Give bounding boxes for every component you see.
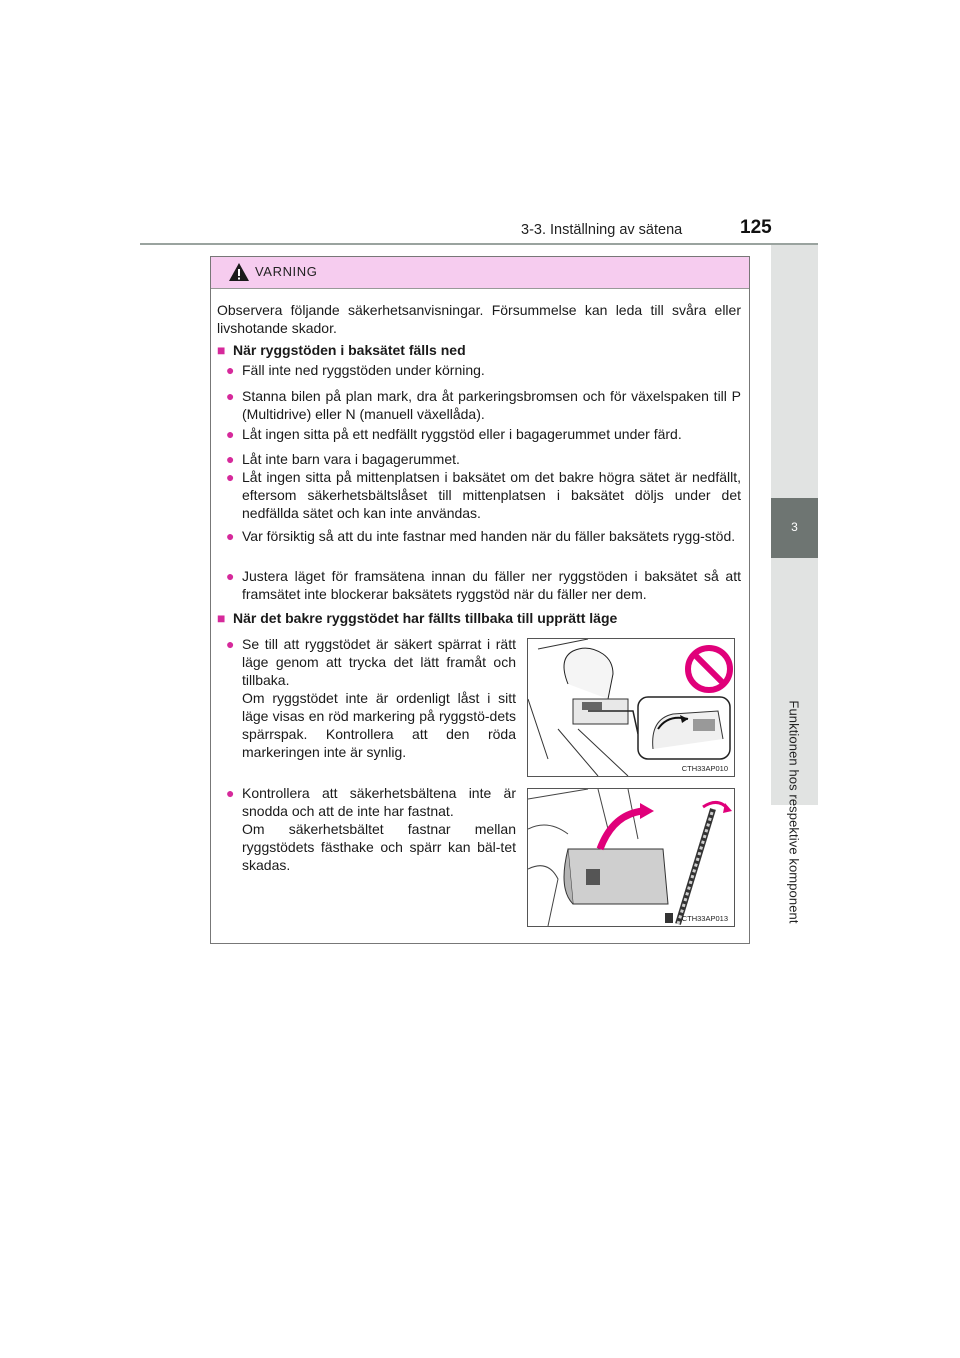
- square-bullet-icon: ■: [217, 610, 226, 626]
- warning-intro: Observera följande säkerhetsanvisningar. Försummelse kan leda till svåra eller livshotande skador.: [217, 302, 741, 336]
- seat-lock-drawing: [528, 639, 734, 776]
- bullet-dot-icon: ●: [226, 469, 235, 485]
- running-header: 3-3. Inställning av sätena: [521, 222, 683, 238]
- warning-triangle-icon: [228, 262, 250, 282]
- illustration-seat-lock: [527, 638, 735, 777]
- figure-caption: CTH33AP010: [681, 764, 728, 773]
- warning-label: VARNING: [255, 264, 318, 279]
- bullet-dot-icon: ●: [226, 451, 235, 467]
- list-item: ● Fäll inte ned ryggstöden under körning.: [226, 362, 485, 378]
- bullet-dot-icon: ●: [226, 362, 235, 378]
- bullet-dot-icon: ●: [226, 426, 235, 442]
- figure-caption: CTH33AP013: [681, 914, 728, 923]
- list-item: ● Stanna bilen på plan mark, dra åt parkeringsbromsen och för växelspaken till P (Multidrive) eller N (manuell växellåda).: [226, 388, 741, 422]
- list-item: ● Var försiktig så att du inte fastnar med handen när du fäller baksätets rygg-stöd.: [226, 528, 736, 544]
- illustration-seat-belt: [527, 788, 735, 927]
- seat-belt-drawing: [528, 789, 734, 926]
- bullet-dot-icon: ●: [226, 388, 235, 404]
- bullet-dot-icon: ●: [226, 528, 235, 544]
- chapter-number: 3: [791, 520, 798, 534]
- section-heading: ■ När det bakre ryggstödet har fällts tillbaka till upprätt läge: [217, 610, 618, 626]
- bullet-dot-icon: ●: [226, 636, 235, 652]
- square-bullet-icon: ■: [217, 342, 226, 358]
- section-heading: ■ När ryggstöden i baksätet fälls ned: [217, 342, 466, 358]
- list-item: ● Låt inte barn vara i bagagerummet.: [226, 451, 460, 467]
- list-item: ● Se till att ryggstödet är säkert spärrat i rätt läge genom att trycka det lätt framåt och tillbaka. Om ryggstödet inte är ordenligt låst i sitt läge visas en röd markering på ryggstö-dets spärrspak. Kontrollera att den röda markeringen inte är synlig.: [226, 636, 516, 760]
- header-rule: [140, 243, 818, 245]
- bullet-dot-icon: ●: [226, 785, 235, 801]
- list-item: ● Låt ingen sitta på ett nedfällt ryggstöd eller i bagagerummet under färd.: [226, 426, 682, 442]
- warning-box: [210, 256, 750, 944]
- bullet-dot-icon: ●: [226, 568, 235, 584]
- list-item: ● Låt ingen sitta på mittenplatsen i baksätet om det bakre högra sätet är nedfällt, eftersom säkerhetsbältslåset till mittenplatsen i baksätet döljs under det nedfällda sätet och kan inte användas.: [226, 469, 741, 521]
- warning-header: [211, 257, 749, 289]
- page-number: 125: [740, 217, 772, 238]
- list-item: ● Kontrollera att säkerhetsbältena inte är snodda och att de inte har fastnat. Om säkerhetsbältet fastnar mellan ryggstödets fästhake och spärr kan bäl-tet skadas.: [226, 785, 516, 873]
- list-item: ● Justera läget för framsätena innan du fäller ner ryggstöden i baksätet så att framsätet inte blockerar baksätets ryggstöd när du fäller ner dem.: [226, 568, 741, 602]
